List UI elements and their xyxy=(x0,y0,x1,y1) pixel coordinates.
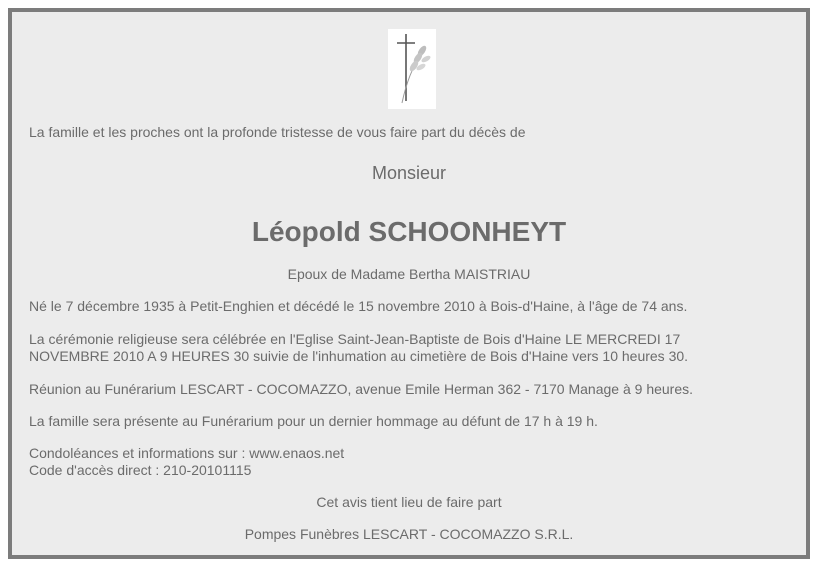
deceased-name: Léopold SCHOONHEYT xyxy=(251,216,567,247)
meeting-line: Réunion au Funérarium LESCART - COCOMAZZO, avenue Emile Herman 362 - 7170 Manage à 9 heures. xyxy=(29,381,694,397)
birth-death-line: Né le 7 décembre 1935 à Petit-Enghien et décédé le 15 novembre 2010 à Bois-d'Haine, à l'âge de 74 ans. xyxy=(29,298,688,314)
family-presence-line: La famille sera présente au Funérarium pour un dernier hommage au défunt de 17 h à 19 h. xyxy=(29,413,598,429)
condolences-line: Condoléances et informations sur : www.enaos.net xyxy=(29,445,345,461)
spouse-line: Epoux de Madame Bertha MAISTRIAU xyxy=(287,266,531,282)
ceremony-line-1: La cérémonie religieuse sera célébrée en l'Eglise Saint-Jean-Baptiste de Bois d'Haine LE MERCREDI 17 xyxy=(29,331,681,347)
notice-statement: Cet avis tient lieu de faire part xyxy=(316,494,502,510)
cross-wheat-icon xyxy=(388,29,436,109)
death-notice-card xyxy=(8,8,810,559)
intro-text: La famille et les proches ont la profonde tristesse de vous faire part du décès de xyxy=(29,124,526,140)
ceremony-paragraph xyxy=(29,331,688,365)
funeral-home-line: Pompes Funèbres LESCART - COCOMAZZO S.R.L. xyxy=(244,526,574,542)
access-code-line: Code d'accès direct : 210-20101115 xyxy=(29,462,252,478)
ceremony-line-2: NOVEMBRE 2010 A 9 HEURES 30 suivie de l'inhumation au cimetière de Bois d'Haine vers 10 heures 30. xyxy=(29,348,689,364)
salutation: Monsieur xyxy=(371,163,447,183)
